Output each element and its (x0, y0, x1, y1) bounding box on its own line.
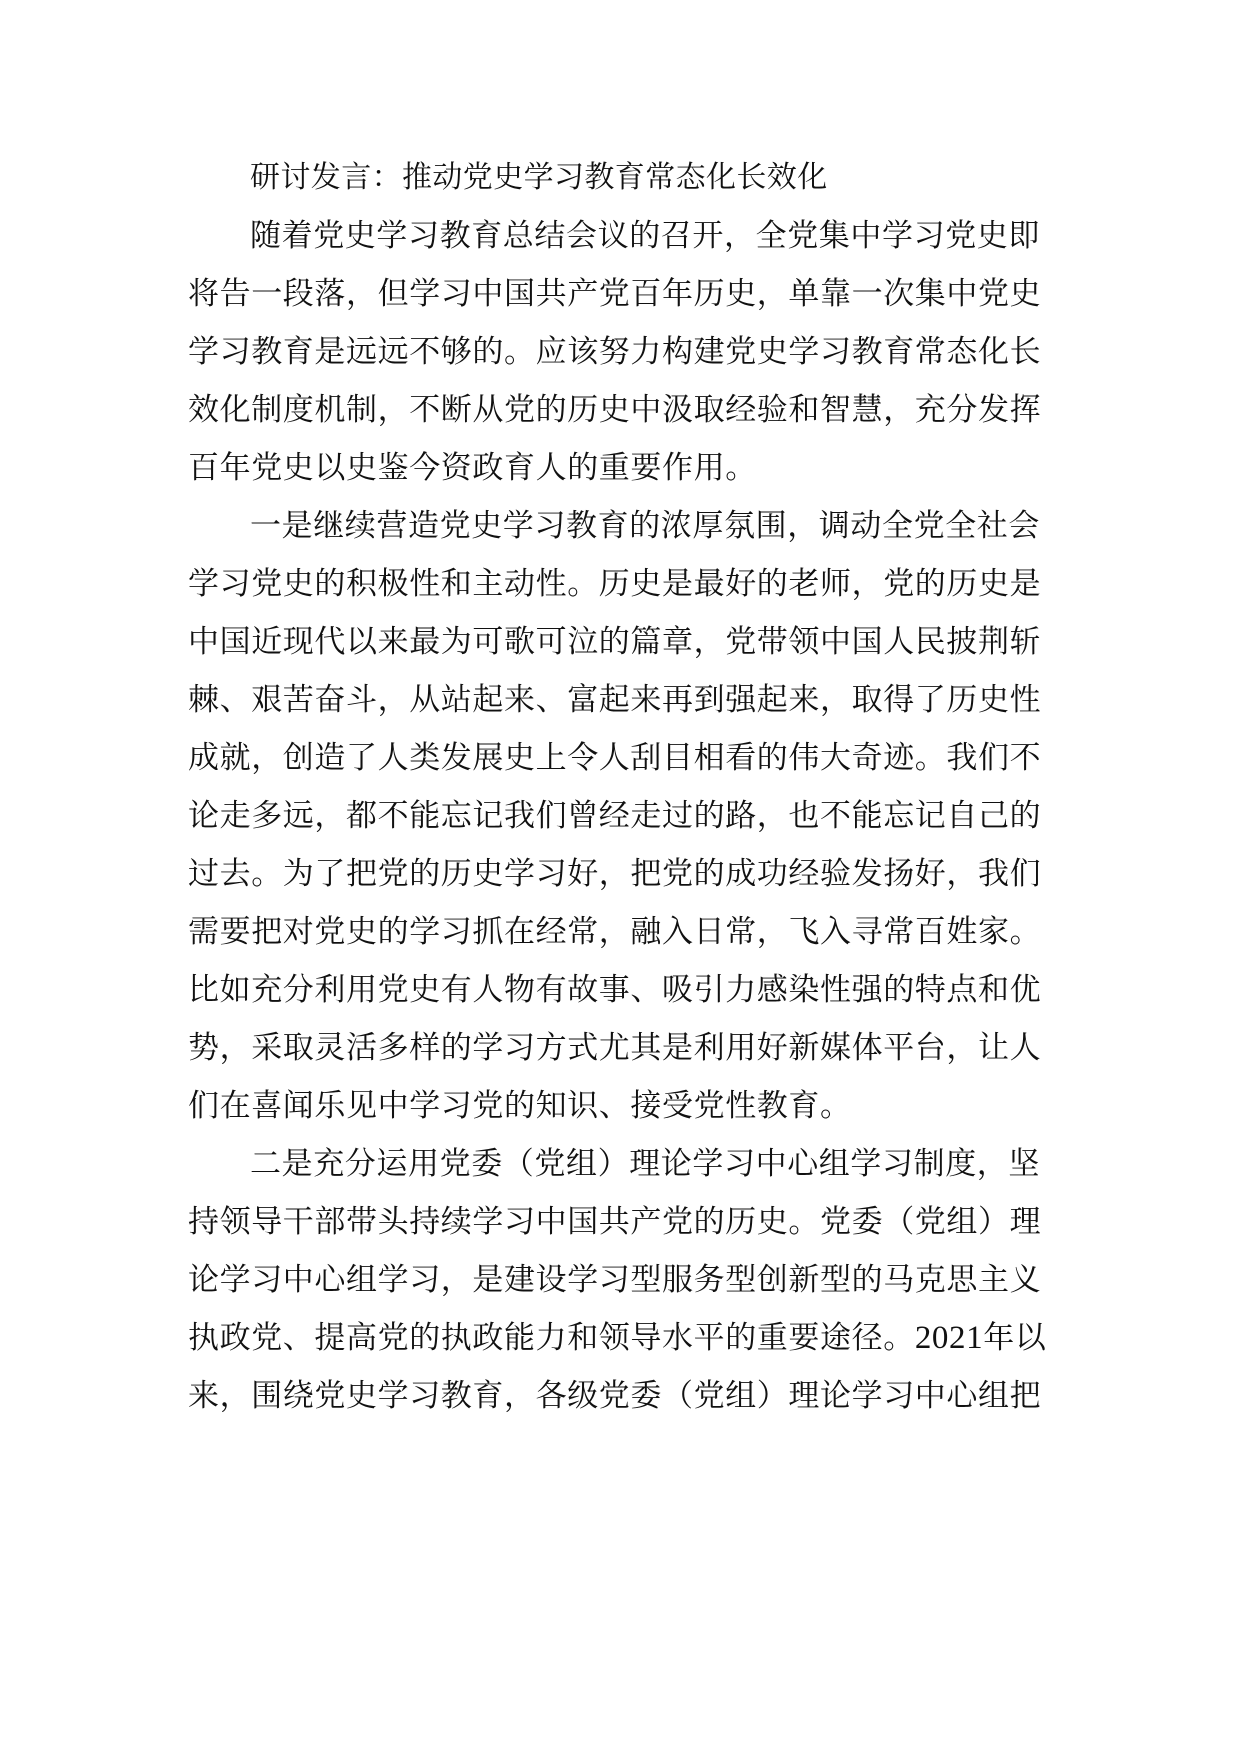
paragraph-line: 学习教育是远远不够的。应该努力构建党史学习教育常态化长 (188, 334, 1042, 370)
paragraph-line: 随着党史学习教育总结会议的召开，全党集中学习党史即 (250, 218, 1040, 254)
paragraph-line: 学习党史的积极性和主动性。历史是最好的老师，党的历史是 (188, 566, 1042, 602)
paragraph-line: 论学习中心组学习，是建设学习型服务型创新型的马克思主义 (188, 1262, 1042, 1298)
paragraph-line: 过去。为了把党的历史学习好，把党的成功经验发扬好，我们 (188, 856, 1042, 892)
paragraph-line: 效化制度机制，不断从党的历史中汲取经验和智慧，充分发挥 (188, 392, 1042, 428)
document-title: 研讨发言：推动党史学习教育常态化长效化 (250, 160, 828, 195)
paragraph-line: 二是充分运用党委（党组）理论学习中心组学习制度，坚 (250, 1146, 1040, 1182)
paragraph-line: 一是继续营造党史学习教育的浓厚氛围，调动全党全社会 (250, 508, 1040, 544)
line-text: 执政党、提高党的执政能力和领导水平的重要途径。 (188, 1320, 915, 1356)
line-text: 年以 (983, 1320, 1047, 1356)
paragraph-line: 中国近现代以来最为可歌可泣的篇章，党带领中国人民披荆斩 (188, 624, 1042, 660)
paragraph-line: 百年党史以史鉴今资政育人的重要作用。 (188, 450, 757, 486)
paragraph-line: 论走多远，都不能忘记我们曾经走过的路，也不能忘记自己的 (188, 798, 1042, 834)
paragraph-line: 将告一段落，但学习中国共产党百年历史，单靠一次集中党史 (188, 276, 1042, 312)
paragraph-line: 成就，创造了人类发展史上令人刮目相看的伟大奇迹。我们不 (188, 740, 1042, 776)
paragraph-line: 们在喜闻乐见中学习党的知识、接受党性教育。 (188, 1088, 852, 1124)
paragraph-line: 持领导干部带头持续学习中国共产党的历史。党委（党组）理 (188, 1204, 1042, 1240)
paragraph-line (188, 1318, 1068, 1358)
paragraph-line: 来，围绕党史学习教育，各级党委（党组）理论学习中心组把 (188, 1378, 1042, 1414)
paragraph-line: 需要把对党史的学习抓在经常，融入日常，飞入寻常百姓家。 (188, 914, 1042, 950)
paragraph-line: 比如充分利用党史有人物有故事、吸引力感染性强的特点和优 (188, 972, 1042, 1008)
paragraph-line: 势，采取灵活多样的学习方式尤其是利用好新媒体平台，让人 (188, 1030, 1042, 1066)
year-number: 2021 (914, 1320, 984, 1356)
paragraph-line: 棘、艰苦奋斗，从站起来、富起来再到强起来，取得了历史性 (188, 682, 1042, 718)
